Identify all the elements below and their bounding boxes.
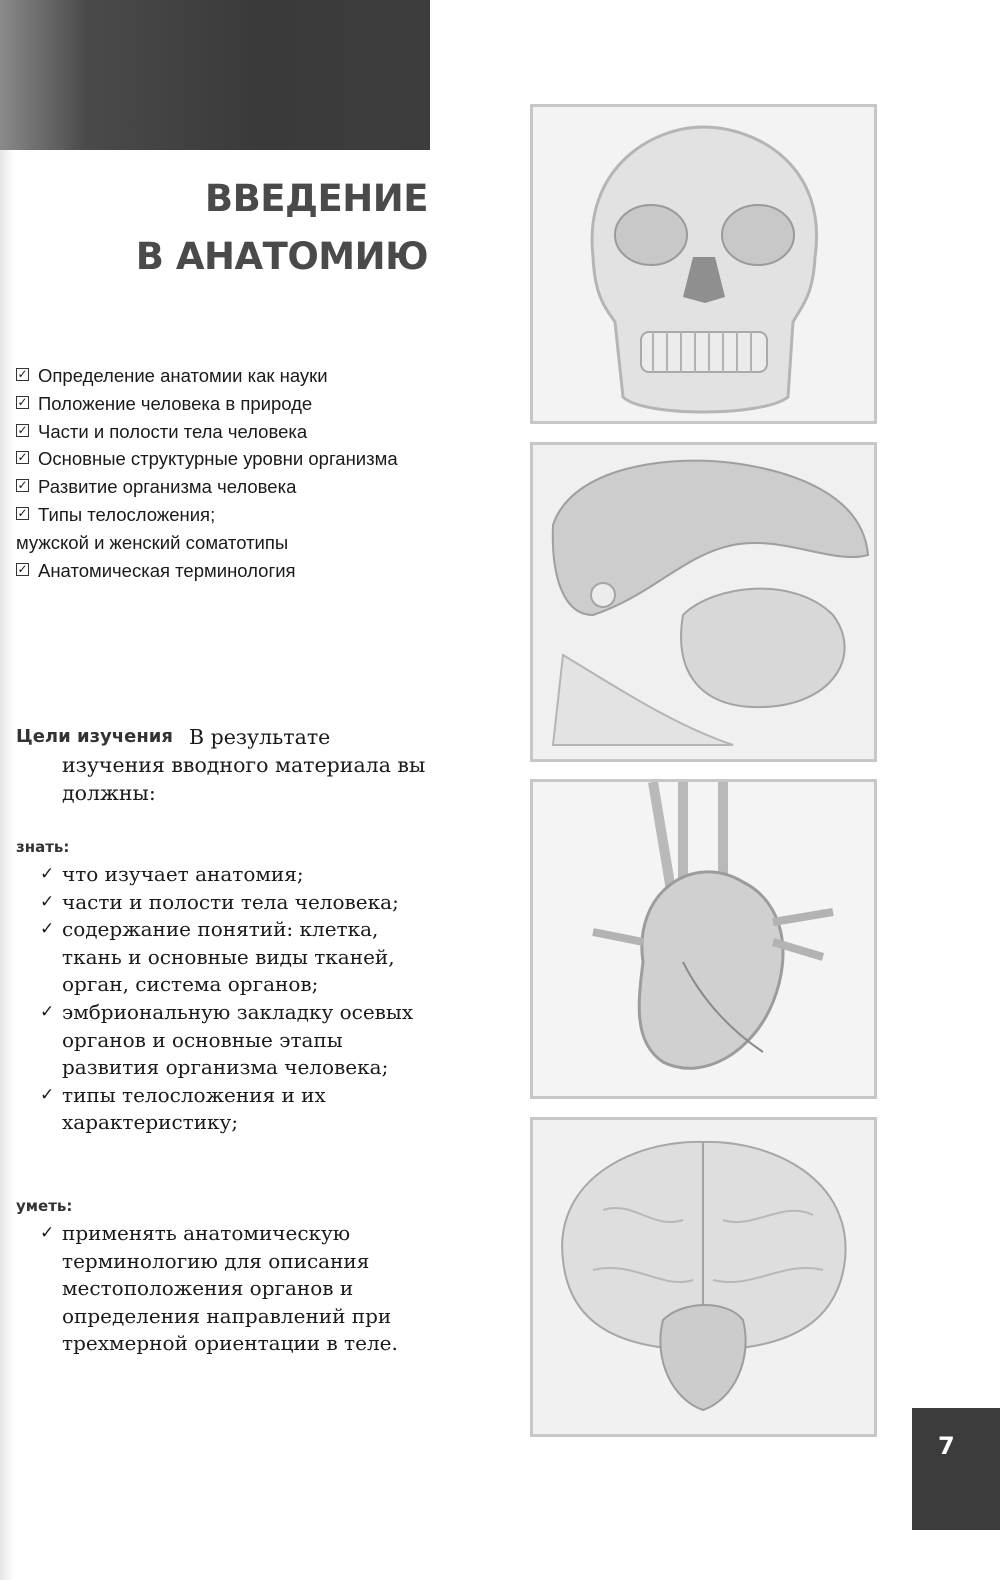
checkmark-icon: ✓ [40, 1084, 55, 1105]
checkmark-icon: ✓ [40, 891, 55, 912]
checkbox-icon: ✓ [17, 505, 28, 520]
page-number-tab [912, 1408, 1000, 1530]
organ-icon [533, 445, 874, 759]
goals-label: Цели изучения [16, 726, 173, 747]
checkmark-icon: ✓ [40, 919, 55, 940]
heart-icon [533, 782, 874, 1096]
checkmark-icon: ✓ [40, 1001, 55, 1022]
know-label: знать: [16, 838, 70, 856]
know-item: ✓ эмбриональную закладку осевых органов и основные этапы развития организма человека; [40, 999, 414, 1080]
checkbox-icon: ✓ [17, 394, 28, 409]
checkbox-icon: ✓ [17, 478, 28, 493]
know-item: ✓ части и полости тела человека; [40, 889, 430, 917]
topic-item: ✓ Развитие организма человека [17, 476, 297, 498]
topic-item-continued: мужской и женский соматотипы [16, 531, 289, 553]
brain-illustration [530, 1117, 877, 1437]
can-label: уметь: [16, 1197, 73, 1215]
header-band [0, 0, 430, 150]
liver-stomach-illustration [530, 442, 877, 762]
topic-item: ✓ Основные структурные уровни организма [17, 448, 398, 470]
checkbox-icon: ✓ [17, 450, 28, 465]
know-item: ✓ типы телосложения и их характеристику; [40, 1082, 326, 1135]
can-item: ✓ применять анатомическую терминологию для описания местоположения органов и определения направлений при трехмерной ориентации в теле. [40, 1221, 398, 1356]
chapter-topics [16, 362, 416, 584]
can-list [40, 1220, 430, 1358]
bleed-through-edge [0, 150, 14, 1580]
topic-item: ✓ Определение анатомии как науки [17, 365, 328, 386]
know-item: ✓ что изучает анатомия; [40, 861, 430, 889]
skull-illustration [530, 104, 877, 424]
page-number: 7 [938, 1432, 955, 1460]
brain-icon [533, 1120, 874, 1434]
checkbox-icon: ✓ [17, 561, 28, 576]
checkmark-icon: ✓ [40, 1223, 55, 1243]
topic-item: ✓ Анатомическая терминология [17, 559, 296, 581]
page-title [136, 170, 428, 286]
know-item: ✓ содержание понятий: клетка, ткань и основные виды тканей, орган, система органов; [40, 917, 395, 997]
goals-text: В результате изучения вводного материала вы должны: [62, 725, 426, 805]
topic-item: ✓ Положение человека в природе [17, 392, 313, 414]
checkbox-icon: ✓ [17, 367, 28, 381]
know-list [40, 861, 430, 1137]
topic-item: ✓ Части и полости тела человека [17, 420, 308, 442]
topic-item: ✓ Типы телосложения; [17, 503, 216, 525]
heart-illustration [530, 779, 877, 1099]
checkmark-icon: ✓ [40, 864, 55, 884]
title-line-1: ВВЕДЕНИЕ [204, 177, 428, 220]
title-line-2: В АНАТОМИЮ [135, 235, 428, 278]
checkbox-icon: ✓ [17, 422, 28, 437]
skull-icon [533, 107, 874, 421]
